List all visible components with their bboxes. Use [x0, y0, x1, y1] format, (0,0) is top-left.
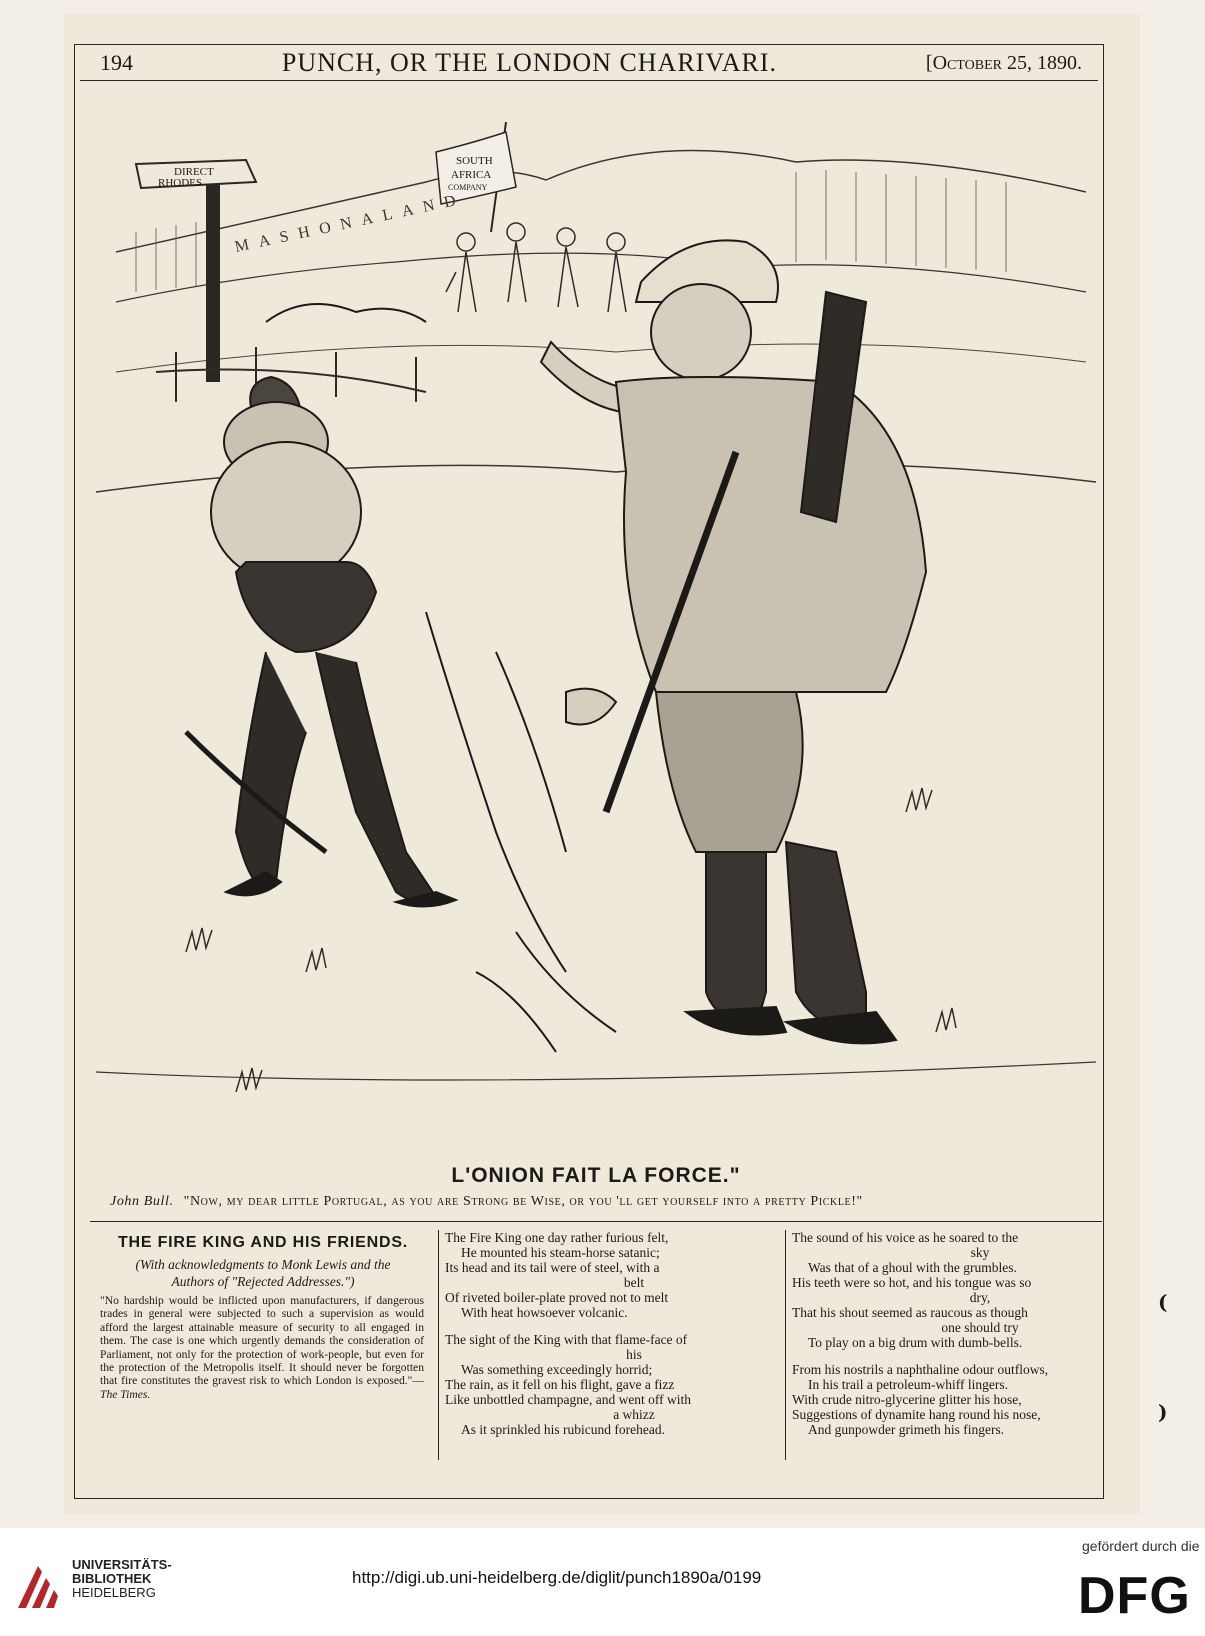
article-subtitle: [100, 1256, 426, 1290]
verse-line: With crude nitro-glycerine glitter his hose,: [792, 1392, 1022, 1407]
section-divider: [90, 1221, 1102, 1222]
masthead: [80, 46, 1098, 81]
signpost-text-1: DIRECT: [174, 166, 214, 178]
verse-line: The sight of the King with that flame-face of: [445, 1332, 688, 1347]
verse-4: [792, 1362, 1138, 1437]
company-flag: [436, 122, 516, 232]
verse-line: Suggestions of dynamite hang round his nose,: [792, 1407, 1041, 1422]
article-subtitle-1: (With acknowledgments to Monk Lewis and the: [135, 1257, 391, 1272]
john-bull-figure: [541, 240, 926, 1043]
verse-line: The rain, as it fell on his flight, gave a fizz: [445, 1377, 675, 1392]
article-title: THE FIRE KING AND HIS FRIENDS.: [117, 1234, 409, 1251]
university-name[interactable]: [72, 1558, 172, 1600]
verse-3: [792, 1230, 1138, 1350]
issue-date: [October 25, 1890.: [925, 51, 1082, 74]
viewer-footer: [0, 1528, 1205, 1636]
flag-text-1: SOUTH: [456, 155, 493, 167]
verse-line: Like unbottled champagne, and went off with: [445, 1392, 692, 1407]
university-name-line: UNIVERSITÄTS-: [72, 1557, 172, 1572]
page-number: 194: [100, 50, 133, 75]
university-logo-icon[interactable]: [12, 1558, 68, 1614]
verse-line: sky: [970, 1245, 990, 1260]
verse-line: As it sprinkled his rubicund forehead.: [461, 1422, 665, 1437]
cartoon-caption-quote: [110, 1194, 1100, 1210]
caption-speaker: John Bull.: [110, 1194, 174, 1209]
verse-line: The Fire King one day rather furious felt,: [445, 1230, 669, 1245]
publication-title: PUNCH, OR THE LONDON CHARIVARI.: [281, 48, 778, 77]
flag-text-2: AFRICA: [451, 169, 492, 181]
verse-line: From his nostrils a naphthaline odour outflows,: [792, 1362, 1049, 1377]
cartoon-caption-title: L'ONION FAIT LA FORCE.": [451, 1164, 741, 1187]
verse-line: a whizz: [613, 1407, 655, 1422]
verse-line: In his trail a petroleum-whiff lingers.: [808, 1377, 1008, 1392]
margin-mark: ): [1158, 1400, 1168, 1424]
verse-2: [445, 1332, 793, 1437]
permalink-url[interactable]: http://digi.ub.uni-heidelberg.de/diglit/punch1890a/0199: [352, 1568, 762, 1587]
epigraph: [100, 1294, 424, 1401]
verse-line: His teeth were so hot, and his tongue was so: [792, 1275, 1032, 1290]
verse-1: [445, 1230, 793, 1320]
verse-line: And gunpowder grimeth his fingers.: [808, 1422, 1005, 1437]
verse-line: Its head and its tail were of steel, with a: [445, 1260, 660, 1275]
verse-line: one should try: [941, 1320, 1019, 1335]
signpost-text-2: RHODES: [158, 177, 203, 189]
verse-line: belt: [623, 1275, 645, 1290]
verse-line: Was something exceedingly horrid;: [461, 1362, 653, 1377]
verse-line: With heat howsoever volcanic.: [461, 1305, 628, 1320]
verse-line: dry,: [969, 1290, 991, 1305]
verse-line: Was that of a ghoul with the grumbles.: [808, 1260, 1017, 1275]
verse-line: He mounted his steam-horse satanic;: [461, 1245, 660, 1260]
poem-column-3: [785, 1230, 1138, 1460]
caption-quote-text: "Now, my dear little Portugal, as you are Strong be Wise, or you 'll get yourself into a pretty Pickle!": [183, 1194, 863, 1209]
article-column-1: [94, 1230, 432, 1401]
verse-line: To play on a big drum with dumb-bells.: [808, 1335, 1023, 1350]
poem-column-2: [438, 1230, 793, 1460]
land-label: MASHONALAND: [233, 190, 468, 256]
margin-mark: (: [1158, 1290, 1168, 1314]
verse-line: his: [626, 1347, 642, 1362]
funded-by-label: gefördert durch die: [1082, 1538, 1200, 1554]
university-name-line: HEIDELBERG: [72, 1585, 156, 1600]
university-name-line: BIBLIOTHEK: [72, 1571, 152, 1586]
flag-text-3: COMPANY: [448, 183, 488, 192]
epigraph-text: "No hardship would be inflicted upon manufacturers, if dangerous trades in general were subjected to such a supervision as would afford the largest attainable measure of security to all engaged in them. The case is one which urgently demands the consideration of Parliament, not only for the protection of work-people, but even for the protection of the Metropolis itself. It should never be forgotten that fire constitutes the gravest risk to which London is exposed."—: [100, 1294, 424, 1388]
verse-line: The sound of his voice as he soared to the: [792, 1230, 1019, 1245]
dfg-logo[interactable]: DFG: [1078, 1567, 1191, 1625]
verse-line: That his shout seemed as raucous as though: [792, 1305, 1028, 1320]
epigraph-source: The Times.: [100, 1387, 151, 1401]
verse-line: Of riveted boiler-plate proved not to melt: [445, 1290, 669, 1305]
article-subtitle-2: Authors of "Rejected Addresses."): [171, 1274, 355, 1289]
cartoon-illustration: [96, 92, 1096, 1167]
